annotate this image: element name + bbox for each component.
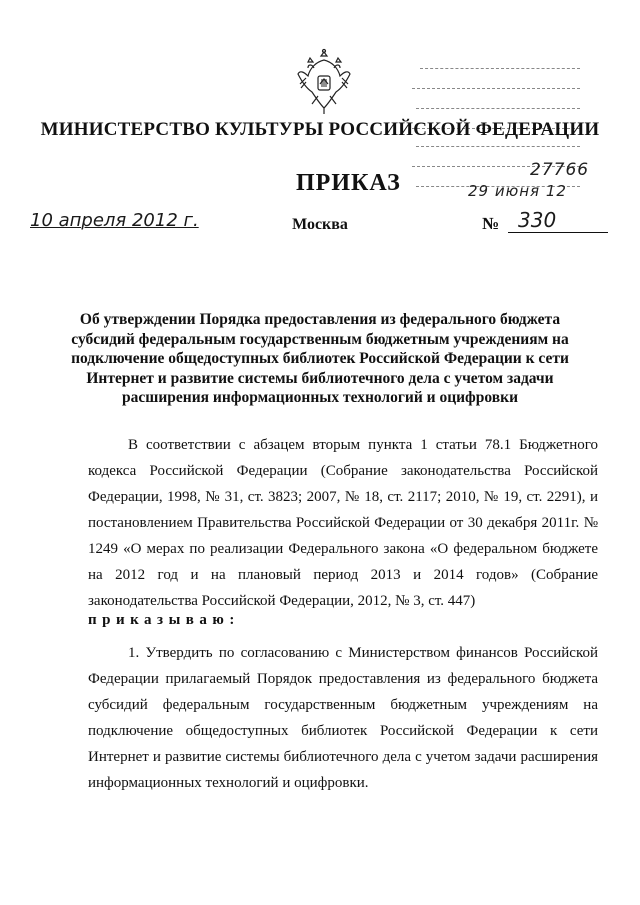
order-number-field bbox=[482, 208, 608, 234]
body-paragraph-1: В соответствии с абзацем вторым пункта 1 статьи 78.1 Бюджетного кодекса Российской Федерации (Собрание законодательства Российской Федерации, 1998, № 31, ст. 3823; 2007, № 18, ст. 2117; 2010, № 19, ст. 2291), и постановлением Правительства Российской Федерации от 30 декабря 2011г. № 1249 «О мерах по реализации Федерального закона «О федеральном бюджете на 2012 год и на плановый период 2013 и 2014 годов» (Собрание законодательства Российской Федерации, 2012, № 3, ст. 447) bbox=[88, 437, 598, 609]
order-keyword: приказываю: bbox=[88, 612, 240, 628]
order-number: 330 bbox=[518, 208, 557, 232]
body-paragraph-2: 1. Утвердить по согласованию с Министерством финансов Российской Федерации прилагаемый Порядок предоставления из федерального бюджета субсидий федеральным государственным бюджетным учреждениям на подключение общедоступных библиотек Российской Федерации к сети Интернет и развитие системы библиотечного дела с учетом задачи расширения информационных технологий и оцифровки. bbox=[88, 645, 598, 791]
number-underline bbox=[508, 232, 608, 233]
order-date: 10 апреля 2012 г. bbox=[30, 210, 199, 231]
number-sign: № bbox=[482, 214, 500, 233]
ministry-heading: МИНИСТЕРСТВО КУЛЬТУРЫ РОССИЙСКОЙ ФЕДЕРАЦИИ bbox=[40, 119, 600, 140]
stamp-registration-date: 29 июня 12 bbox=[468, 182, 567, 200]
document-title: Об утверждении Порядка предоставления из федерального бюджета субсидий федеральным государственным бюджетным учреждениям на подключение общедоступных библиотек Российской Федерации к сети Интернет и развитие системы библиотечного дела с учетом задачи расширения информационных технологий и оцифровки bbox=[71, 311, 569, 406]
coat-of-arms-icon bbox=[296, 48, 352, 116]
stamp-registration-number: 27766 bbox=[530, 160, 590, 180]
city: Москва bbox=[292, 216, 348, 233]
document-type-heading: ПРИКАЗ bbox=[296, 170, 401, 196]
